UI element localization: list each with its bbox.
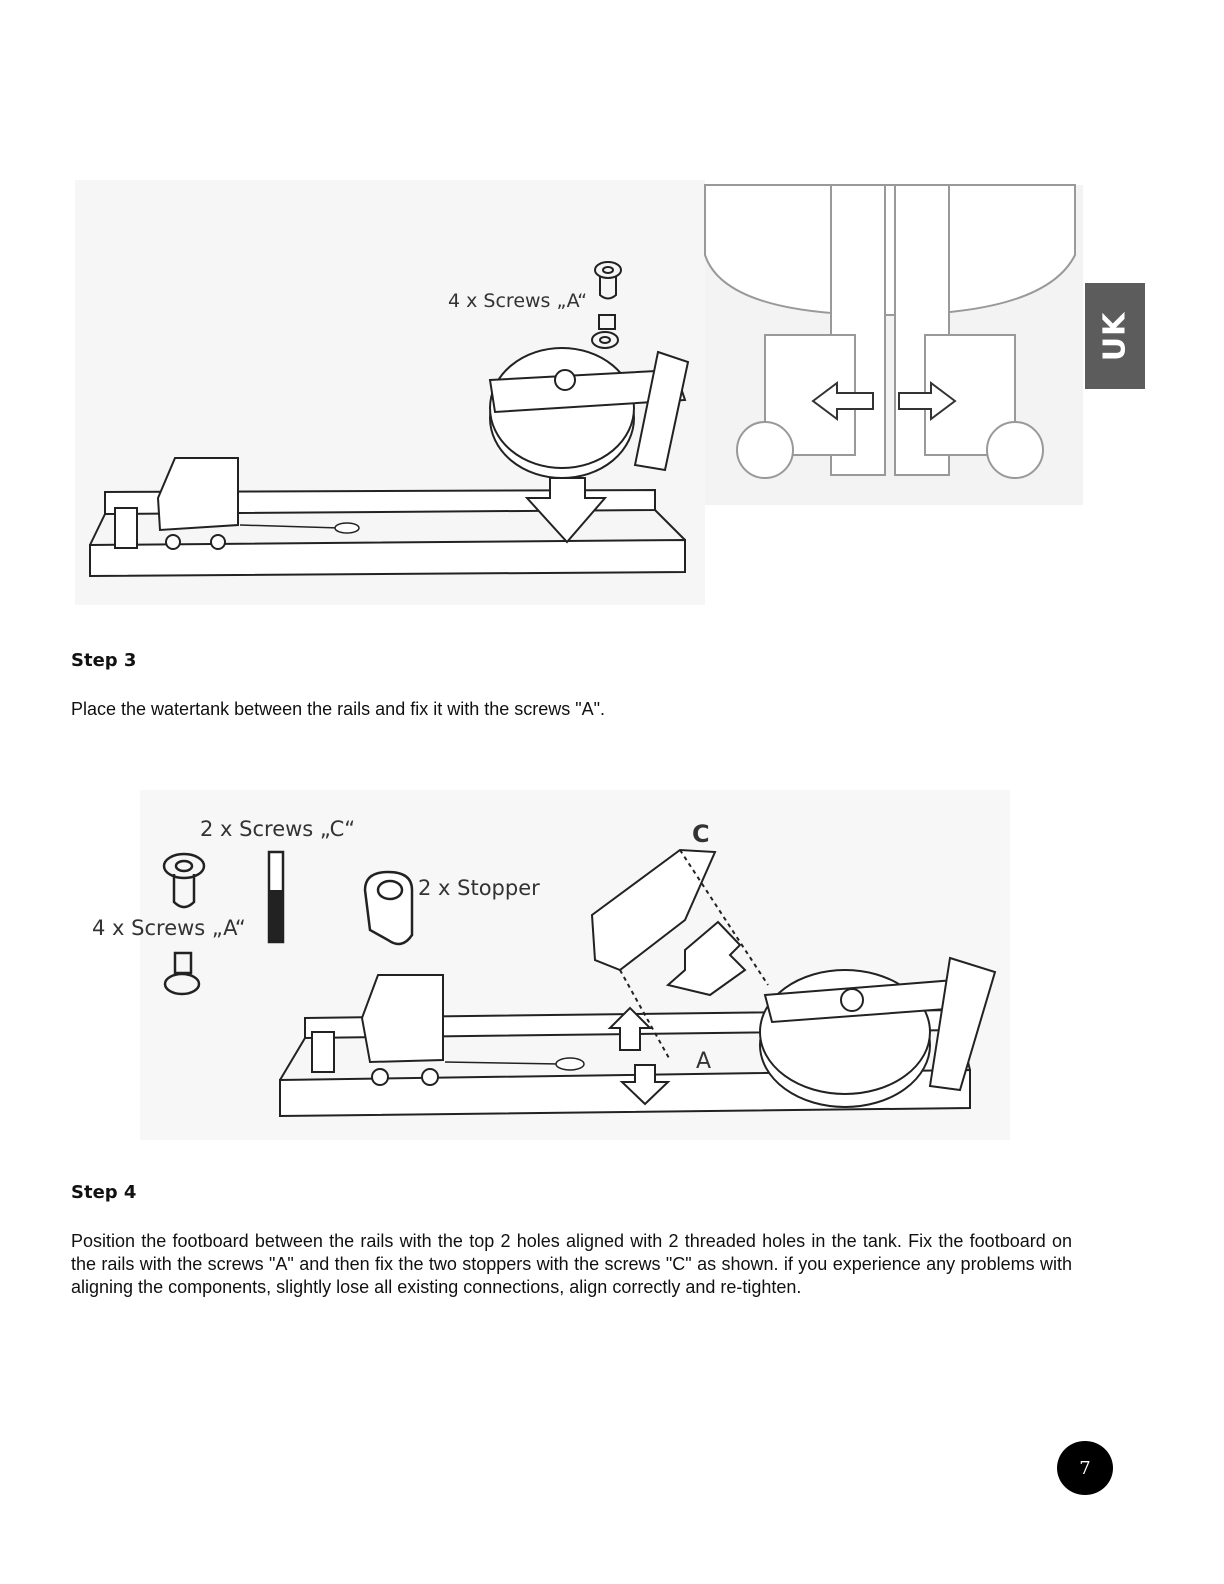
stopper-label: 2 x Stopper	[418, 876, 540, 900]
step-4-heading: Step 4	[71, 1182, 137, 1203]
language-tab	[1085, 283, 1145, 389]
step-4-text: Position the footboard between the rails with the top 2 holes aligned with 2 threaded holes in the tank. Fix the footboard on the rails with the screws "A" and then fix the two stoppers with the screws "C" as shown. if you experience any problems with aligning the components, slightly lose all existing connections, align correctly and re-tighten.	[71, 1231, 1072, 1297]
page-number	[1057, 1441, 1113, 1495]
screw-c-icon	[269, 852, 283, 942]
screws-c-label: 2 x Screws „C“	[200, 817, 356, 841]
language-tab-label: UK	[1097, 311, 1133, 361]
step-3-text: Place the watertank between the rails and fix it with the screws "A".	[71, 699, 606, 719]
page-number-label: 7	[1079, 1457, 1091, 1479]
water-tank	[490, 348, 688, 478]
callout-c: C	[692, 820, 710, 848]
step-3-heading: Step 3	[71, 650, 137, 671]
screws-a-label: 4 x Screws „A“	[92, 916, 246, 940]
screws-a-label: 4 x Screws „A“	[448, 290, 588, 312]
figure-footboard-install	[92, 790, 1010, 1140]
figure-tank-placement	[75, 180, 705, 605]
callout-a: A	[696, 1049, 712, 1074]
figure-tank-rear-view	[705, 185, 1083, 505]
